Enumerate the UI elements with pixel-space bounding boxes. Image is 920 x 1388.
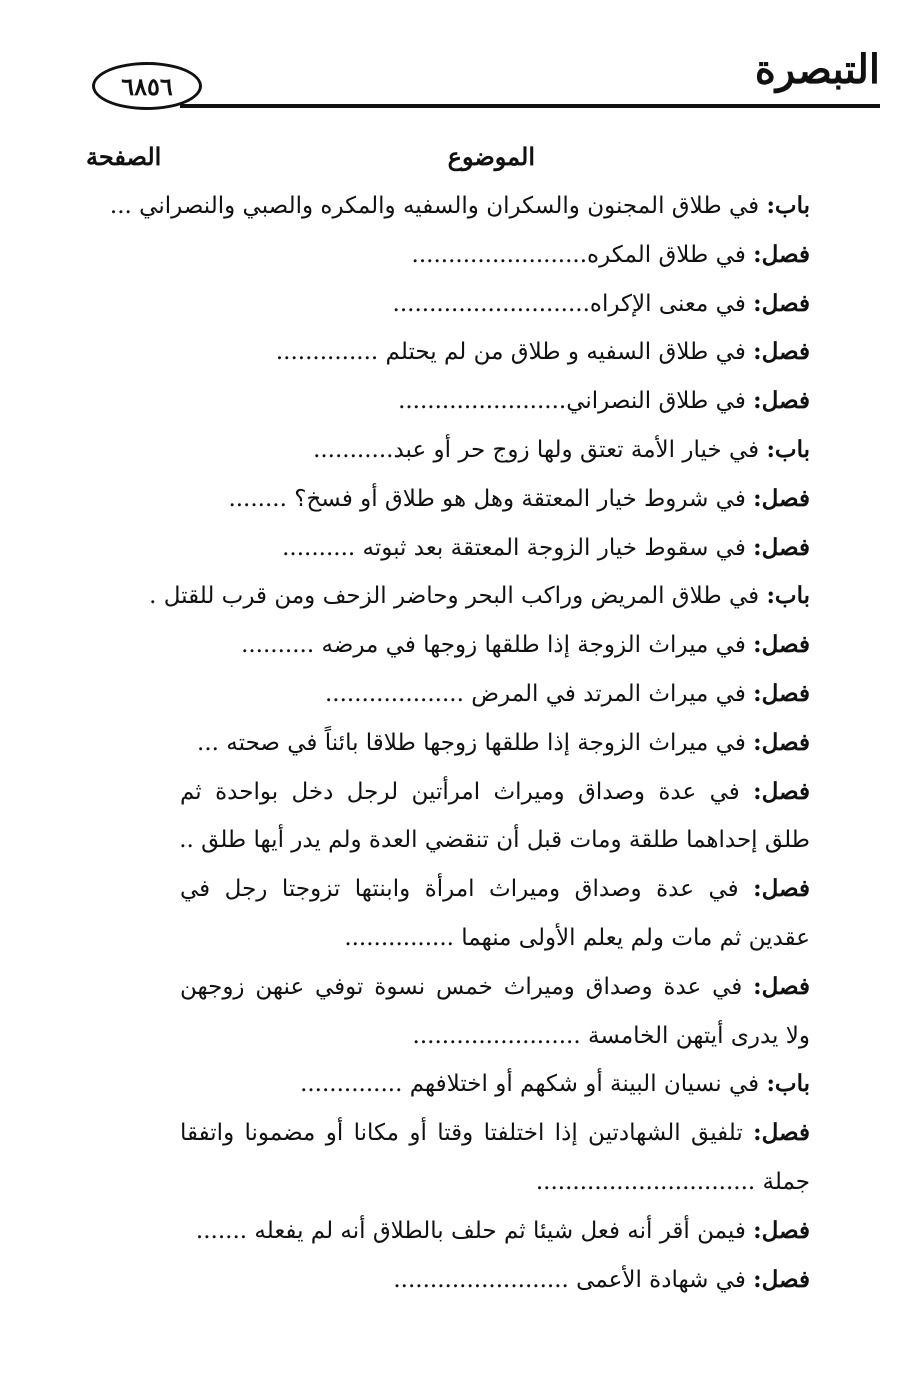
leader-dots: ........ xyxy=(228,485,295,512)
entry-text: في طلاق المكره xyxy=(587,241,754,268)
entry-label: فصل: xyxy=(753,338,810,366)
page-column-heading: الصفحة xyxy=(86,142,162,171)
toc-line xyxy=(180,914,810,963)
entry-label: فصل: xyxy=(753,387,810,415)
entry-text: في نسيان البينة أو شكهم أو اختلافهم xyxy=(409,1071,767,1098)
leader-dots: ....................... xyxy=(398,388,567,415)
toc-line xyxy=(180,1060,810,1109)
entry-text: في طلاق المجنون والسكران والسفيه والمكره والصبي والنصراني xyxy=(139,193,767,219)
entry-label: فصل: xyxy=(753,777,810,805)
entry-label: فصل: xyxy=(753,728,810,756)
entry-text: في طلاق السفيه و طلاق من لم يحتلم xyxy=(385,339,754,366)
entry-text: في ميراث المرتد في المرض xyxy=(471,680,754,707)
leader-dots: ............... xyxy=(344,924,462,951)
entry-text: في ميراث الزوجة إذا طلقها زوجها في مرضه xyxy=(321,632,754,659)
entry-text: في عدة وصداق وميراث امرأة وابنتها تزوجتا رجل في xyxy=(180,876,754,903)
leader-dots: ....................... xyxy=(412,1022,588,1049)
toc-line xyxy=(180,816,810,865)
entry-label: فصل: xyxy=(753,484,810,512)
entry-label: باب: xyxy=(766,435,810,463)
toc-line xyxy=(180,719,810,768)
leader-dots: .. xyxy=(179,827,202,854)
leader-dots: ... xyxy=(109,193,140,219)
entry-text: في خيار الأمة تعتق ولها زوج حر أو عبد xyxy=(393,436,767,463)
entry-text: في معنى الإكراه xyxy=(589,290,754,317)
leader-dots: ....... xyxy=(195,1217,255,1244)
leader-dots: .......... xyxy=(282,534,363,561)
entry-text: جملة xyxy=(762,1168,810,1195)
entry-label: باب: xyxy=(766,192,810,219)
entry-text: طلق إحداهما طلقة ومات قبل أن تنقضي العدة ولم يدر أيها طلق xyxy=(201,827,810,854)
leader-dots: ........................ xyxy=(411,241,588,268)
toc-line xyxy=(180,1158,810,1207)
entry-text: فيمن أقر أنه فعل شيئا ثم حلف بالطلاق أنه لم يفعله xyxy=(254,1217,754,1244)
toc-line xyxy=(180,426,810,475)
toc-line xyxy=(180,280,810,329)
toc-line xyxy=(180,377,810,426)
toc-line xyxy=(180,621,810,670)
toc-line xyxy=(180,768,810,817)
entry-label: فصل: xyxy=(753,1265,810,1293)
entry-text: في عدة وصداق وميراث خمس نسوة توفي عنهن زوجهن xyxy=(180,973,754,1000)
entry-label: فصل: xyxy=(753,679,810,707)
entry-label: باب: xyxy=(766,582,810,610)
entry-text: في شهادة الأعمى xyxy=(576,1266,754,1293)
running-header xyxy=(60,38,880,108)
entry-label: فصل: xyxy=(753,289,810,317)
toc-line xyxy=(180,1109,810,1158)
entry-text: ولا يدرى أيتهن الخامسة xyxy=(587,1022,810,1049)
toc-line xyxy=(180,670,810,719)
toc-line xyxy=(109,182,810,231)
header-rule xyxy=(180,104,880,108)
entry-label: باب: xyxy=(766,1070,810,1098)
leader-dots: .............. xyxy=(275,339,386,366)
entry-label: فصل: xyxy=(753,533,810,561)
toc-line xyxy=(180,865,810,914)
toc-line xyxy=(180,231,810,280)
leader-dots: ........................... xyxy=(392,290,590,317)
toc-line xyxy=(180,475,810,524)
toc-line xyxy=(180,328,810,377)
topic-column-heading: الموضوع xyxy=(447,142,535,171)
toc-line xyxy=(180,1207,810,1256)
entry-label: فصل: xyxy=(753,1119,810,1147)
page-number: ٦٨٥٦ xyxy=(92,62,202,110)
entry-text: تلفيق الشهادتين إذا اختلفتا وقتا أو مكانا أو مضمونا واتفقا xyxy=(180,1120,754,1147)
entry-label: فصل: xyxy=(753,1216,810,1244)
leader-dots: ........... xyxy=(313,436,394,463)
leader-dots: .......... xyxy=(241,632,322,659)
leader-dots: ... xyxy=(197,729,227,756)
entry-text: في عدة وصداق وميراث امرأتين لرجل دخل بواحدة ثم xyxy=(180,778,754,805)
leader-dots: .............. xyxy=(300,1071,410,1098)
entry-label: فصل: xyxy=(753,240,810,268)
leader-dots: ................... xyxy=(324,680,472,707)
entry-label: فصل: xyxy=(753,631,810,659)
entry-text: في طلاق النصراني xyxy=(566,388,754,415)
leader-dots: . xyxy=(149,583,164,610)
leader-dots: .............................. xyxy=(535,1168,763,1195)
toc-line xyxy=(180,1256,810,1305)
entry-text: في ميراث الزوجة إذا طلقها زوجها طلاقا بائناً في صحته xyxy=(226,729,754,756)
toc-line xyxy=(149,572,810,621)
toc-line xyxy=(180,1012,810,1061)
entry-label: فصل: xyxy=(753,972,810,1000)
book-title: التبصرة xyxy=(754,46,880,93)
entry-text: عقدين ثم مات ولم يعلم الأولى منهما xyxy=(461,924,810,951)
entry-label: فصل: xyxy=(753,875,810,903)
leader-dots: ........................ xyxy=(393,1266,577,1293)
toc-entries xyxy=(109,182,810,1304)
entry-text: في طلاق المريض وراكب البحر وحاضر الزحف ومن قرب للقتل xyxy=(163,583,767,610)
toc-line xyxy=(180,963,810,1012)
toc-line xyxy=(180,524,810,573)
entry-text: في سقوط خيار الزوجة المعتقة بعد ثبوته xyxy=(362,534,754,561)
entry-text: في شروط خيار المعتقة وهل هو طلاق أو فسخ؟ xyxy=(294,485,754,512)
